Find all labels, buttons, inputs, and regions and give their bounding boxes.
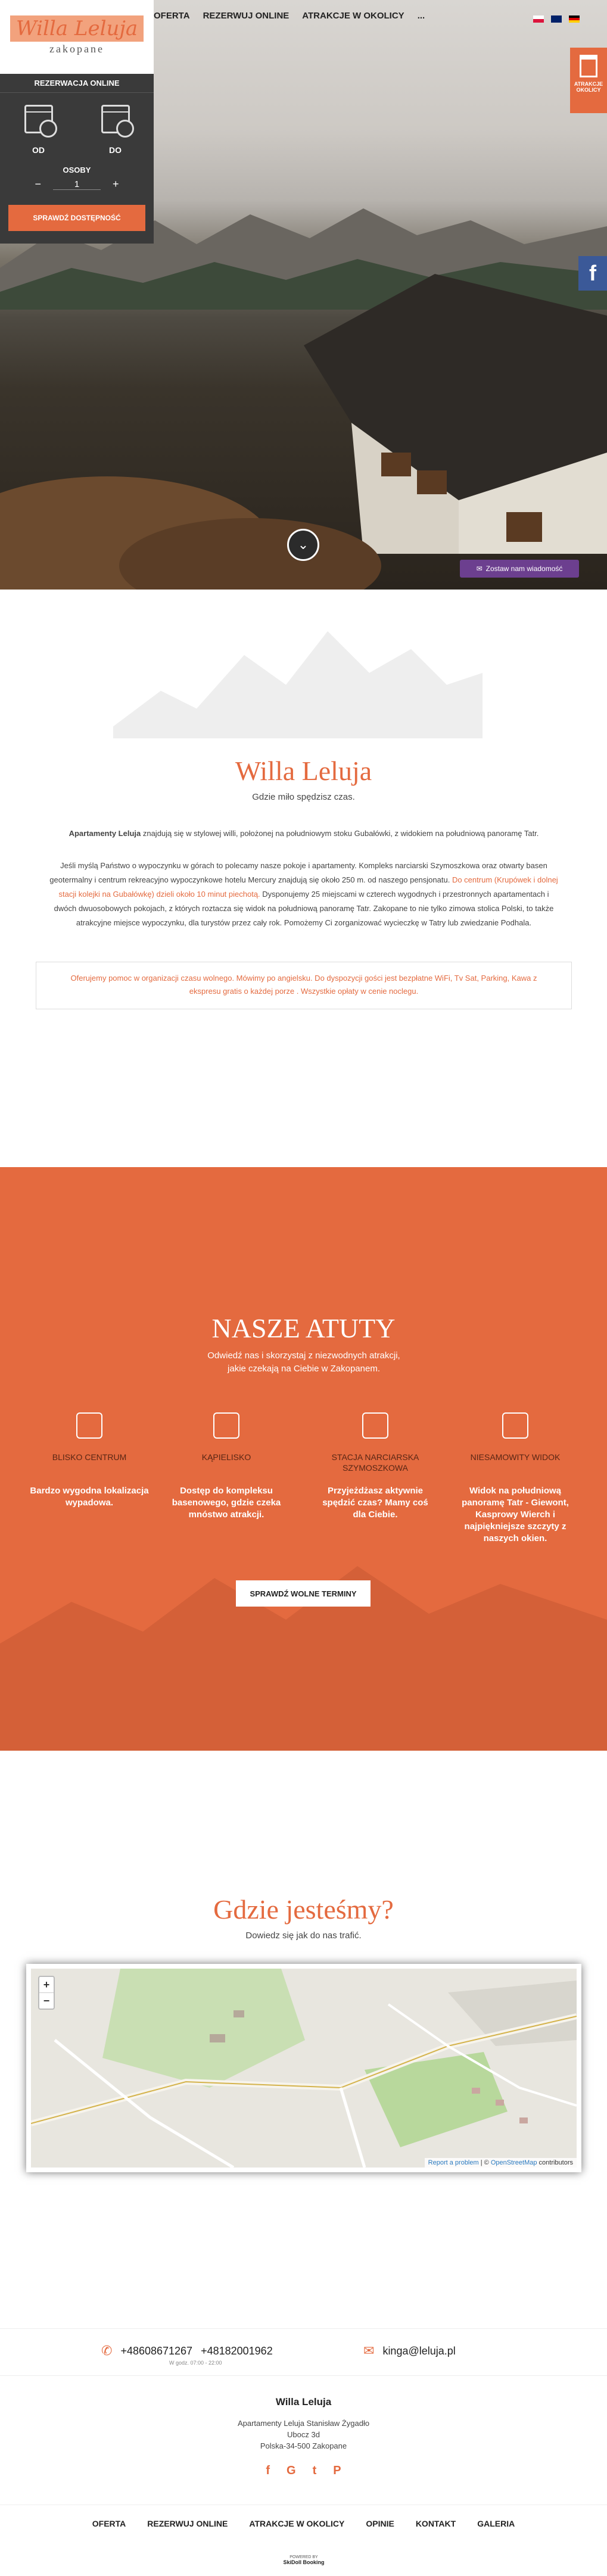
zoom-out-button[interactable]: −: [39, 1992, 54, 2009]
nav-item-atrakcje[interactable]: ATRAKCJE W OKOLICY: [302, 11, 404, 21]
date-to-label: DO: [109, 145, 122, 155]
calendar-icon: [101, 105, 130, 133]
foreground-bushes: [0, 429, 381, 590]
osm-link[interactable]: OpenStreetMap: [490, 2159, 537, 2166]
mountain-view-icon: [502, 1412, 528, 1439]
logo[interactable]: [0, 0, 154, 74]
persons-input[interactable]: 1: [53, 179, 101, 190]
center-icon: [76, 1412, 102, 1439]
booking-panel: [0, 74, 154, 244]
about-intro-bold: Apartamenty Leluja: [69, 829, 141, 838]
check-availability-button[interactable]: SPRAWDŹ DOSTĘPNOŚĆ: [8, 205, 145, 231]
check-dates-button[interactable]: SPRAWDŹ WOLNE TERMINY: [236, 1580, 371, 1607]
location-title: Gdzie jesteśmy?: [213, 1894, 394, 1925]
language-switcher: [533, 15, 580, 23]
footer-nav-rezerwuj[interactable]: REZERWUJ ONLINE: [147, 2519, 228, 2528]
date-from-picker[interactable]: [15, 105, 63, 155]
map-tiles: [31, 1969, 577, 2168]
attribution-contributors: contributors: [537, 2159, 573, 2166]
chevron-down-icon[interactable]: ⌄: [287, 529, 319, 561]
about-section: [0, 590, 607, 1167]
about-title: Willa Leluja: [235, 756, 372, 786]
about-body: [48, 859, 560, 930]
pool-icon: [213, 1412, 239, 1439]
booking-title: REZERWACJA ONLINE: [0, 74, 154, 93]
phone-block: [101, 2343, 273, 2359]
flag-en-icon[interactable]: [551, 15, 562, 23]
attractions-tab[interactable]: [570, 48, 607, 113]
map[interactable]: [26, 1964, 581, 2172]
about-body-1: Jeśli myślą Państwo o wypoczynku w górach to polecamy nasze pokoje i apartamenty. Kompleks narciarski Szymoszkowa oraz otwarty basen geotermalny i centrum rekreacyjno wypoczynkowe hotelu Mercury znajdują się około 250 m. od naszego pensjonatu.: [49, 861, 547, 884]
mountain-silhouette-decoration: [0, 1512, 607, 1751]
address-line: Polska-34-500 Zakopane: [260, 2441, 347, 2450]
logo-wordmark: Willa Leluja: [10, 15, 144, 42]
footer-nav-galeria[interactable]: GALERIA: [477, 2519, 515, 2528]
zoom-control: [38, 1976, 55, 2010]
persons-label: OSOBY: [63, 166, 91, 174]
footer-nav-kontakt[interactable]: KONTAKT: [415, 2519, 456, 2528]
powered-by-logo[interactable]: [273, 2555, 335, 2566]
location-section: [0, 1751, 607, 2328]
attractions-tab-label: ATRAKCJE OKOLICY: [574, 81, 603, 93]
mountain-outline-decoration: [113, 607, 483, 738]
location-subtitle: Dowiedz się jak do nas trafić.: [245, 1931, 362, 1941]
hero-section: [0, 0, 607, 590]
phone-icon: ✆: [101, 2343, 113, 2358]
top-nav: [154, 11, 425, 21]
about-body-2: Dysponujemy 25 miejscami w czterech wygodnych i przestronnych apartamentach i dwóch dwuosobowych pokojach, z których roztacza się widok na południową panoramę Tatr. Zakopane to nie tylko zimowa stolica Polski, to także atrakcyjne miejsce wypoczynku, dla turystów przez cały rok. Pomożemy Ci zorganizować wycieczkę w Tatry lub zwiedzanie Podhala.: [54, 890, 554, 927]
social-links: [0, 2464, 607, 2478]
map-attribution: [425, 2158, 577, 2168]
feature-desc: Widok na południową panoramę Tatr - Giewont, Kasprowy Wierch i najpiękniejsze szczyty z naszych okien.: [462, 1486, 569, 1543]
footer-nav-opinie[interactable]: OPINIE: [366, 2519, 394, 2528]
facebook-icon[interactable]: f: [578, 256, 607, 291]
feature-desc: Przyjeżdżasz aktywnie spędzić czas? Mamy coś dla Ciebie.: [322, 1486, 428, 1520]
logo-town: zakopane: [49, 43, 104, 55]
nav-item-oferta[interactable]: OFERTA: [154, 11, 190, 21]
address-line: Ubocz 3d: [287, 2430, 320, 2439]
amenities-note: Oferujemy pomoc w organizacji czasu wolnego. Mówimy po angielsku. Do dyspozycji gości jest bezpłatne WiFi, Tv Sat, Parking, Kawa z ekspresu gratis o każdej porze . Wszystkie opłaty w cenie noclegu.: [36, 962, 572, 1009]
leave-message-button[interactable]: [460, 560, 579, 578]
facebook-icon[interactable]: f: [266, 2464, 270, 2477]
date-to-picker[interactable]: [92, 105, 139, 155]
flag-de-icon[interactable]: [569, 15, 580, 23]
about-body-highlight: Do centrum (Krupówek i dolnej stacji kolejki na Gubałówkę) dzieli około 10 minut piechotą.: [58, 875, 558, 899]
footer: [0, 2376, 607, 2576]
feature-title: KĄPIELISKO: [201, 1452, 251, 1462]
flag-pl-icon[interactable]: [533, 15, 544, 23]
feature-view: [456, 1412, 575, 1545]
persons-stepper: [0, 178, 154, 191]
email-link[interactable]: kinga@leluja.pl: [382, 2344, 456, 2357]
about-intro: [36, 829, 572, 838]
email-block: [363, 2343, 456, 2359]
features-section: [0, 1167, 607, 1751]
feature-title: BLISKO CENTRUM: [52, 1452, 127, 1462]
feature-title: STACJA NARCIARSKA SZYMOSZKOWA: [331, 1452, 419, 1473]
address-line: Apartamenty Leluja Stanisław Żygadło: [237, 2419, 370, 2428]
features-subtitle: Odwiedź nas i skorzystaj z niezwodnych atrakcji, jakie czekają na Ciebie w Zakopanem.: [207, 1351, 400, 1374]
phone-2[interactable]: +48182001962: [201, 2344, 273, 2357]
report-problem-link[interactable]: Report a problem: [428, 2159, 479, 2166]
footer-address: [0, 2418, 607, 2452]
plus-button[interactable]: +: [113, 178, 119, 190]
google-icon[interactable]: G: [287, 2464, 296, 2477]
building-icon: [580, 55, 597, 77]
features-title: NASZE ATUTY: [211, 1313, 396, 1343]
about-subtitle: Gdzie miło spędzisz czas.: [252, 792, 355, 802]
feature-desc: Dostęp do kompleksu basenowego, gdzie czeka mnóstwo atrakcji.: [172, 1486, 281, 1520]
about-intro-rest: znajdują się w stylowej willi, położonej na południowym stoku Gubałówki, z widokiem na południową panoramę Tatr.: [141, 829, 539, 838]
phone-1[interactable]: +48608671267: [120, 2344, 193, 2357]
attribution-separator: | ©: [478, 2159, 491, 2166]
envelope-icon: ✉: [476, 565, 483, 573]
date-from-label: OD: [32, 145, 45, 155]
minus-button[interactable]: −: [35, 178, 41, 190]
feature-center: [30, 1412, 149, 1509]
feature-desc: Bardzo wygodna lokalizacja wypadowa.: [30, 1486, 149, 1508]
zoom-in-button[interactable]: +: [43, 1979, 50, 1991]
twitter-icon[interactable]: t: [312, 2464, 317, 2477]
phone-hours: W godz. 07:00 - 22:00: [169, 2360, 222, 2366]
ski-lift-icon: [362, 1412, 388, 1439]
envelope-icon: ✉: [363, 2343, 375, 2358]
pinterest-icon[interactable]: P: [333, 2464, 341, 2477]
footer-nav-oferta[interactable]: OFERTA: [92, 2519, 126, 2528]
nav-item-rezerwuj[interactable]: REZERWUJ ONLINE: [203, 11, 290, 21]
feature-pool: [167, 1412, 286, 1521]
footer-nav: [0, 2519, 607, 2528]
calendar-icon: [24, 105, 53, 133]
contact-bar: [0, 2328, 607, 2376]
footer-name: Willa Leluja: [275, 2396, 332, 2407]
powered-by-brand: SkiDoll Booking: [283, 2559, 325, 2565]
nav-item-more[interactable]: ...: [417, 11, 425, 21]
feature-ski: [316, 1412, 435, 1521]
powered-by-label: POWERED BY: [290, 2555, 318, 2559]
footer-nav-atrakcje[interactable]: ATRAKCJE W OKOLICY: [249, 2519, 345, 2528]
leave-message-label: Zostaw nam wiadomość: [485, 565, 563, 573]
feature-title: NIESAMOWITY WIDOK: [470, 1452, 561, 1462]
